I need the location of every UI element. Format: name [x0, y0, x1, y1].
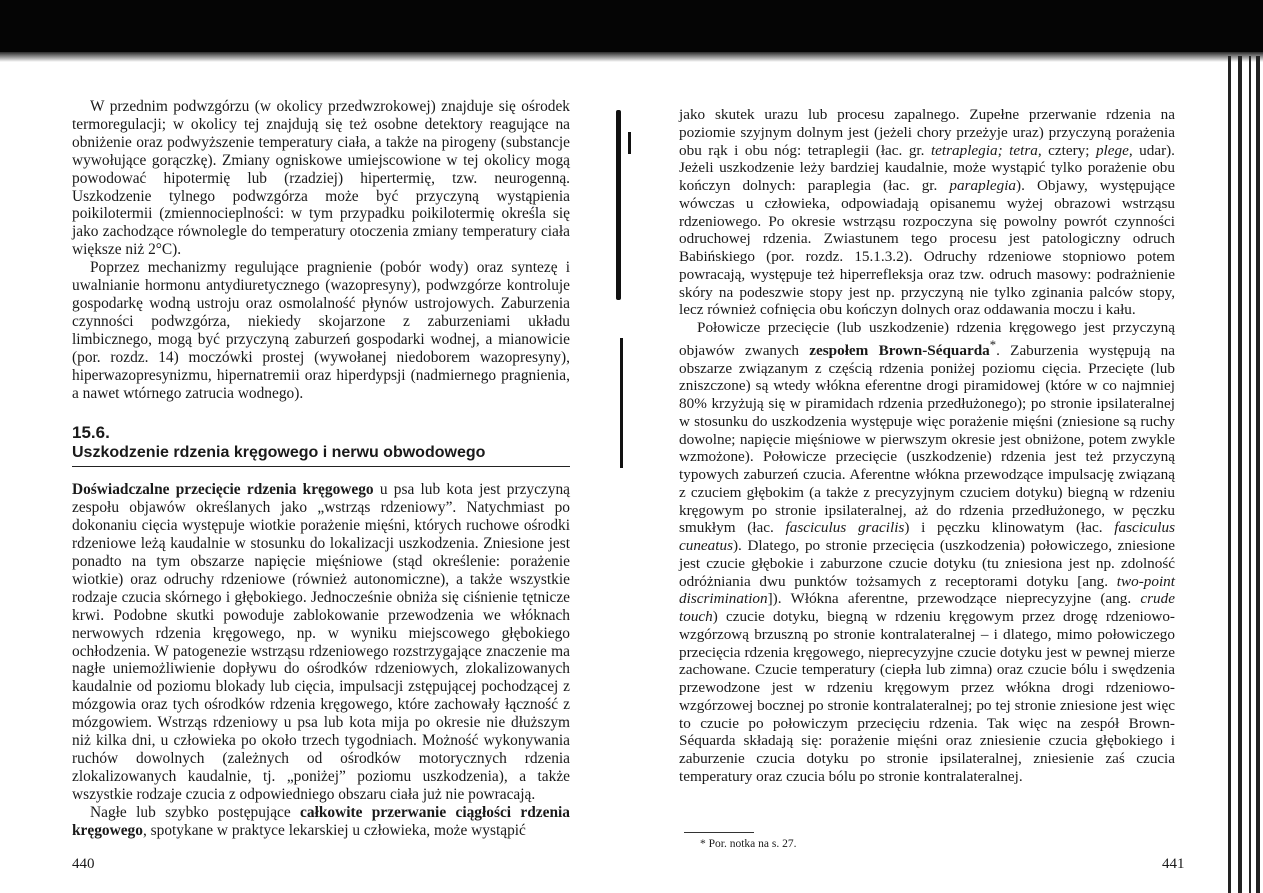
right-p2-text-b: . Zaburzenia występują na obszarze związanym z częścią rdzenia poniżej poziomu cięcia. Przecięte (lub zniszczone) są wtedy włókna eferentne drogi piramidowej (które w co najmniej 80% krzyżują się w piramidach rdzenia przedłużonego); po stronie ipsilateralnej w stosunku do uszkodzenia występuje więc porażenie mięśni (zniesione są ruchy dowolne; napięcie mięśniowe w pierwszym okresie jest obniżone, potem zwykle wzmożone). Połowicze przecięcie (uszkodzenie) rdzenia jest też przyczyną typowych zaburzeń czucia. Aferentne włókna przewodzące impulsację związaną z czuciem głębokim (a także z precyzyjnym czuciem dotyku) biegną w rdzeniu kręgowym po stronie ipsilateralnej, aż do rdzenia przedłużonego, w pęczku smukłym (łac.: [679, 341, 1175, 537]
right-p2-text-c: ) i pęczku klinowatym (łac.: [904, 519, 1115, 537]
footnote-rule: [684, 832, 754, 833]
left-paragraph-1: W przednim podwzgórzu (w okolicy przedwzrokowej) znajduje się ośrodek termoregulacji; w okolicy tej znajdują się też osobne detektory reagujące na obniżenie oraz podwyższenie temperatury ciała, a także na pirogeny (substancje wywołujące gorączkę). Zmiany ogniskowe umiejscowione w tej okolicy mogą powodować hipotermię lub (rzadziej) hipertermię, tzw. neurogenną. Uszkodzenie tylnego podwzgórza może być przyczyną wystąpienia poikilotermii (zmiennocieplności: w tym przypadku poikilotermię określa się jako zachodzące równolegle do temperatury otoczenia zmiany temperatury ciała większe niż 2°C).: [72, 98, 570, 259]
right-p2-italic-1: fasciculus gracilis: [785, 519, 905, 537]
scan-right-edge-1: [1228, 56, 1231, 893]
right-paragraph-1: [679, 106, 1175, 319]
left-paragraph-4-text: , spotykane w praktyce lekarskiej u człowieka, może wystąpić: [142, 821, 526, 839]
right-p1-italic-2: plege,: [1095, 141, 1133, 159]
left-paragraph-3-bold: Doświadczalne przecięcie rdzenia kręgowego: [72, 481, 374, 499]
left-paragraph-4-start: Nagłe lub szybko postępujące: [90, 803, 301, 821]
right-p2-bold: zespołem Brown-Séquarda: [809, 341, 990, 359]
right-page: [679, 106, 1175, 786]
page-number-right: 441: [1162, 856, 1185, 872]
right-p2-text-e: ]). Włókna aferentne, przewodzące nieprecyzyjne (ang.: [767, 590, 1141, 608]
section-number: 15.6.: [72, 423, 110, 443]
scan-right-edge-2: [1238, 56, 1242, 893]
scan-top-shadow-fade: [0, 52, 1263, 62]
right-p2-italic-2: fasciculus cuneatus: [679, 519, 1175, 555]
scan-right-edge-3: [1249, 56, 1251, 893]
gutter-mark-top: [616, 110, 621, 300]
right-p2-italic-3: two-point discrimination: [679, 572, 1175, 608]
gutter-mark-top-small: [628, 132, 631, 154]
left-paragraph-3: [72, 481, 570, 803]
section-heading: [72, 422, 570, 467]
footnote: * Por. notka na s. 27.: [700, 838, 797, 850]
left-paragraph-4: [72, 804, 570, 840]
section-title: Uszkodzenie rdzenia kręgowego i nerwu obwodowego: [72, 444, 486, 462]
left-paragraph-4-bold: całkowite przerwanie ciągłości rdzenia kręgowego: [72, 803, 570, 839]
right-p2-italic-4: crude touch: [679, 590, 1175, 626]
right-p1-italic-1: tetraplegia; tetra,: [930, 141, 1042, 159]
left-paragraph-3-text: u psa lub kota jest przyczyną zespołu objawów określanych jako „wstrząs rdzeniowy”. Natychmiast po dokonaniu cięcia występuje wiotkie porażenie mięśni, których ruchowe ośrodki rdzeniowe leżą kaudalnie w stosunku do lokalizacji uszkodzenia. Zniesione jest ponadto na tym obszarze napięcie mięśniowe (stąd określenie: porażenie wiotkie) oraz odruchy rdzeniowe (również autonomiczne), a także wszystkie rodzaje czucia skórnego i głębokiego. Jednocześnie obniża się ciśnienie tętnicze krwi. Podobne skutki powoduje zablokowanie przewodzenia we włóknach nerwowych rdzenia kręgowego, np. w wyniku miejscowego głębokiego ochłodzenia. W patogenezie wstrząsu rdzeniowego rozstrzygające znaczenie ma nagłe uniemożliwienie dopływu do ośrodków rdzeniowych, zlokalizowanych kaudalnie od poziomu blokady lub cięcia, impulsacji zstępującej pochodzącej z mózgowia oraz tych ośrodków rdzenia kręgowego, które zachowały łączność z mózgowiem. Wstrząs rdzeniowy u psa lub kota mija po okresie nie dłuższym niż kilka dni, u człowieka po około trzech tygodniach. Możność wykonywania ruchów dowolnych (zależnych od ośrodków motorycznych rdzenia zlokalizowanych kaudalnie, tj. „poniżej” poziomu uszkodzenia), a także wszystkie rodzaje czucia z odpowiedniego obszaru ciała już nie powracają.: [72, 481, 570, 803]
right-p1-text-b: cztery;: [1041, 141, 1096, 159]
scan-right-edge-4: [1256, 56, 1260, 893]
right-paragraph-2: [679, 319, 1175, 786]
right-p2-text-a: Połowicze przecięcie (lub uszkodzenie) rdzenia kręgowego jest przyczyną objawów zwanych: [679, 319, 1175, 359]
right-p1-text-c: udar). Jeżeli uszkodzenie leży bardziej kaudalnie, może wystąpić tylko porażenie obu kończyn dolnych: paraplegia (łac. gr.: [679, 141, 1175, 194]
page-number-left: 440: [72, 856, 95, 872]
right-p2-text-d: ). Dlatego, po stronie przecięcia (uszkodzenia) połowiczego, zniesione jest czucie głębokie i zaburzone czucie dotyku (tu zniesiona jest np. zdolność odróżniania dwu punktów tożsamych z receptorami dotyku [ang.: [679, 537, 1175, 590]
gutter-mark-middle: [620, 338, 623, 468]
left-paragraph-2: Poprzez mechanizmy regulujące pragnienie (pobór wody) oraz syntezę i uwalnianie hormonu antydiuretycznego (wazopresyny), podwzgórze kontroluje gospodarkę wodną ustroju oraz osmolalność płynów ustrojowych. Zaburzenia czynności podwzgórza, niekiedy skojarzone z zaburzeniami układu limbicznego, mogą być przyczyną zaburzeń gospodarki wodnej, a mianowicie (por. rozdz. 14) moczówki prostej (wywołanej niedoborem wazopresyny), hiperwazopresynizmu, hipernatremii oraz hiperdypsji (nadmiernego pragnienia, a nawet wtórnego zatrucia wodnego).: [72, 259, 570, 402]
right-p1-italic-3: paraplegia: [949, 177, 1017, 194]
right-p1-text-d: ). Objawy, występujące wówczas u człowieka, odpowiadają opisanemu wyżej obrazowi wstrząsu rdzeniowego. Po okresie wstrząsu rozpoczyna się powolny powrót czynności odruchowej rdzenia. Zwiastunem tego procesu jest patologiczny odruch Babińskiego (por. rozdz. 15.1.3.2). Odruchy rdzeniowe stopniowo potem powracają, występuje też hiperrefleksja oraz tzw. odruch masowy: podrażnienie skóry na podeszwie stopy jest np. przyczyną nie tylko zginania palców stopy, lecz również cofnięcia obu kończyn dolnych oraz oddawania moczu i kału.: [679, 177, 1175, 319]
right-p1-text-a: jako skutek urazu lub procesu zapalnego. Zupełne przerwanie rdzenia na poziomie szyjnym dolnym jest (jeżeli chory przeżyje uraz) przyczyną porażenia obu rąk i obu nóg: tetraplegii (łac. gr.: [679, 106, 1175, 159]
scan-top-shadow: [0, 0, 1263, 52]
right-p2-text-f: ) czucie dotyku, biegną w rdzeniu kręgowym przez drogę rdzeniowo-wzgórzową brzuszną po stronie kontralateralnej – i dlatego, mimo połowiczego przecięcia rdzenia kręgowego, nieprecyzyjne czucie dotyku jest w pewnej mierze zachowane. Czucie temperatury (ciepła lub zimna) oraz czucie bólu i swędzenia przewodzone jest w rdzeniu kręgowym przez włókna drogi rdzeniowo-wzgórzowej bocznej po stronie kontralateralnej; po tej stronie zniesione jest więc to czucie po połowiczym przecięciu rdzenia. Tak więc na zespół Brown-Séquarda składają się: porażenie mięśni oraz zniesienie czucia głębokiego i zaburzenie czucia dotyku po stronie ipsilateralnej, zniesienie zaś czucia temperatury oraz czucia bólu po stronie kontralateralnej.: [679, 608, 1175, 785]
footnote-marker: *: [989, 337, 997, 352]
left-page: [72, 98, 570, 840]
